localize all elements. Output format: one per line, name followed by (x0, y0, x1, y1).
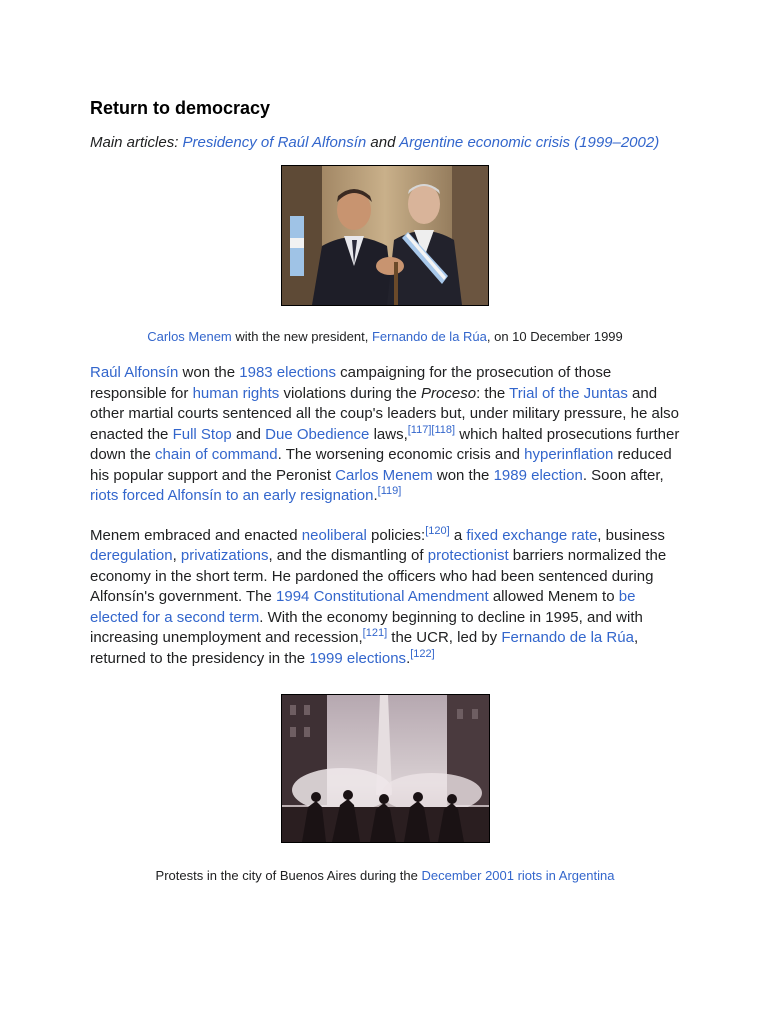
ref-119[interactable]: [119] (377, 485, 402, 497)
ref-122[interactable]: [122] (410, 647, 435, 660)
figure-2001-protests (90, 694, 680, 885)
paragraph-menem: Menem embraced and enacted neoliberal policies:[120] a fixed exchange rate, business deregulation, privatizations, and the dismantling of protectionist barriers normalized the economy in the short term. He pardoned the officers who had been sentenced during Alfonsín's government. The 1994 Constitutional Amendment allowed Menem to be elected for a second term. With the economy beginning to decline in 1995, and with increasing unemployment and recession,[121] the UCR, led by Fernando de la Rúa, returned to the presidency in the 1999 elections.[122] (90, 524, 667, 667)
link-raul-alfonsin[interactable]: Raúl Alfonsín (90, 364, 179, 381)
link-fixed-exchange-rate[interactable]: fixed exchange rate (466, 526, 598, 544)
paragraph-alfonsin: Raúl Alfonsín won the 1983 elections campaigning for the prosecution of those responsible for human rights violations during the Proceso: the Trial of the Juntas and other martial courts sentenced all the coup's leaders but, under military pressure, he also enacted the Full Stop and Due Obedience laws,[117][118] which halted prosecutions further down the chain of command. The worsening economic crisis and hyperinflation reduced his popular support and the Peronist Carlos Menem won the 1989 election. Soon after, riots forced Alfonsín to an early resignation.[119] (90, 364, 680, 504)
link-riots-resignation[interactable]: riots forced Alfonsín to an early resignation (90, 487, 374, 504)
ref-121[interactable]: [121] (362, 627, 388, 639)
link-deregulation[interactable]: deregulation (90, 547, 173, 564)
link-trial-of-the-juntas[interactable]: Trial of the Juntas (509, 384, 628, 402)
ref-120[interactable]: [120] (425, 524, 450, 537)
link-carlos-menem[interactable]: Carlos Menem (335, 466, 433, 484)
link-due-obedience[interactable]: Due Obedience (265, 425, 370, 443)
caption-link-december-2001-riots[interactable]: December 2001 riots in Argentina (421, 868, 615, 883)
figure1-caption: Carlos Menem with the new president, Fernando de la Rúa, on 10 December 1999 (147, 329, 623, 344)
link-neoliberal[interactable]: neoliberal (301, 526, 367, 544)
article-section (90, 96, 680, 885)
link-1999-elections[interactable]: 1999 elections (309, 649, 407, 667)
link-full-stop[interactable]: Full Stop (172, 425, 232, 443)
section-heading: Return to democracy (90, 98, 271, 118)
ref-117[interactable]: [117] (407, 423, 432, 436)
caption-link-menem[interactable]: Carlos Menem (147, 329, 232, 344)
link-1989-election[interactable]: 1989 election (493, 466, 583, 484)
figure-menem-rua (90, 165, 680, 346)
caption-link-de-la-rua[interactable]: Fernando de la Rúa (371, 329, 487, 344)
figure2-caption: Protests in the city of Buenos Aires during the December 2001 riots in Argentina (155, 868, 615, 883)
photo-image (282, 695, 489, 842)
link-1994-constitutional-amendment[interactable]: 1994 Constitutional Amendment (276, 588, 489, 605)
link-privatizations[interactable]: privatizations (180, 547, 269, 564)
link-1983-elections[interactable]: 1983 elections (239, 364, 337, 381)
link-economic-crisis[interactable]: Argentine economic crisis (1999–2002) (399, 134, 660, 151)
link-fernando-de-la-rua[interactable]: Fernando de la Rúa (501, 629, 634, 646)
link-chain-of-command[interactable]: chain of command (155, 446, 278, 463)
link-protectionist[interactable]: protectionist (427, 547, 509, 564)
italic-proceso: Proceso (421, 384, 477, 402)
main-articles-hatnote: Main articles: Presidency of Raúl Alfonsín and Argentine economic crisis (1999–2002) (90, 134, 660, 151)
photo-buenos-aires-protests[interactable] (281, 694, 490, 843)
ref-118[interactable]: [118] (431, 423, 456, 436)
link-second-term[interactable]: be elected for a second term (90, 588, 636, 626)
link-presidency-alfonsin[interactable]: Presidency of Raúl Alfonsín (182, 134, 367, 151)
link-hyperinflation[interactable]: hyperinflation (524, 446, 614, 463)
photo-menem-and-de-la-rua[interactable] (281, 165, 489, 306)
link-human-rights[interactable]: human rights (192, 384, 280, 402)
photo-image (282, 166, 488, 305)
